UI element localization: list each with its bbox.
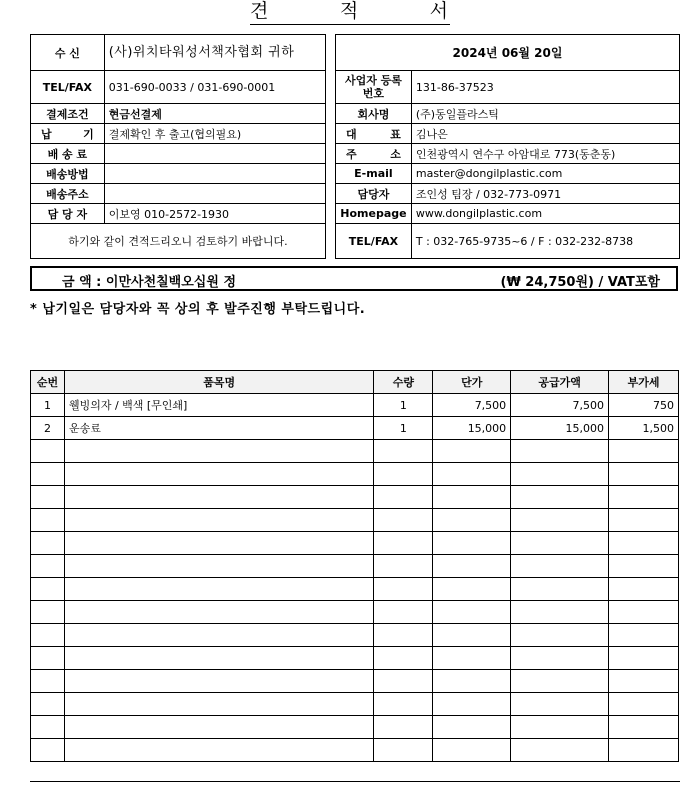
cell-no xyxy=(31,532,65,555)
table-row xyxy=(31,532,679,555)
cell-qty xyxy=(374,739,433,762)
bizno-label: 사업자 등록번호 xyxy=(336,71,412,104)
bottom-rule xyxy=(30,781,680,782)
cell-supply-amount xyxy=(511,509,609,532)
shipping-method-label: 배송방법 xyxy=(31,164,105,184)
cell-item xyxy=(64,693,373,716)
shipping-method-value xyxy=(104,164,325,184)
email-value: master@dongilplastic.com xyxy=(411,164,679,184)
manager-value: 이보영 010-2572-1930 xyxy=(104,204,325,224)
supplier-telfax-value: T : 032-765-9735~6 / F : 032-232-8738 xyxy=(411,224,679,259)
ceo-label: 대 표 xyxy=(336,124,412,144)
cell-vat xyxy=(609,670,679,693)
cell-supply-amount xyxy=(511,463,609,486)
cell-no: 2 xyxy=(31,417,65,440)
company-value: (주)동일플라스틱 xyxy=(411,104,679,124)
cell-vat xyxy=(609,486,679,509)
table-row xyxy=(31,624,679,647)
address-value: 인천광역시 연수구 아암대로 773(동춘동) xyxy=(411,144,679,164)
cell-supply-amount xyxy=(511,670,609,693)
col-header-vat: 부가세 xyxy=(609,371,679,394)
cell-unit-price xyxy=(433,624,511,647)
table-row xyxy=(31,647,679,670)
telfax-label: TEL/FAX xyxy=(31,71,105,104)
recipient-table xyxy=(30,34,326,259)
table-row xyxy=(31,670,679,693)
cell-unit-price: 15,000 xyxy=(433,417,511,440)
cell-qty xyxy=(374,532,433,555)
cell-supply-amount xyxy=(511,601,609,624)
cell-qty xyxy=(374,509,433,532)
cell-no xyxy=(31,440,65,463)
table-row xyxy=(31,486,679,509)
cell-no xyxy=(31,716,65,739)
cell-qty xyxy=(374,578,433,601)
cell-no xyxy=(31,555,65,578)
cell-unit-price xyxy=(433,440,511,463)
recipient-value: (사)위치타워성서책자협회 귀하 xyxy=(104,35,325,71)
cell-no xyxy=(31,578,65,601)
shipping-address-value xyxy=(104,184,325,204)
cell-item xyxy=(64,486,373,509)
title-char-2: 적 xyxy=(339,0,361,22)
table-row xyxy=(31,509,679,532)
payment-label: 결제조건 xyxy=(31,104,105,124)
cell-item xyxy=(64,716,373,739)
cell-supply-amount: 7,500 xyxy=(511,394,609,417)
table-row xyxy=(31,417,679,440)
col-header-item: 품목명 xyxy=(64,371,373,394)
cell-unit-price xyxy=(433,486,511,509)
table-row xyxy=(31,739,679,762)
cell-item: 운송료 xyxy=(64,417,373,440)
cell-supply-amount xyxy=(511,716,609,739)
col-header-qty: 수량 xyxy=(374,371,433,394)
cell-no xyxy=(31,601,65,624)
cell-supply-amount xyxy=(511,647,609,670)
table-row xyxy=(31,693,679,716)
cell-no xyxy=(31,693,65,716)
total-amount-box xyxy=(30,266,678,291)
cell-qty xyxy=(374,486,433,509)
col-header-no: 순번 xyxy=(31,371,65,394)
col-header-supply-amount: 공급가액 xyxy=(511,371,609,394)
manager-label: 담 당 자 xyxy=(31,204,105,224)
cell-supply-amount xyxy=(511,532,609,555)
cell-supply-amount xyxy=(511,739,609,762)
cell-item xyxy=(64,555,373,578)
cell-supply-amount: 15,000 xyxy=(511,417,609,440)
cell-qty: 1 xyxy=(374,417,433,440)
cell-unit-price xyxy=(433,670,511,693)
cell-unit-price xyxy=(433,509,511,532)
cell-supply-amount xyxy=(511,624,609,647)
address-label: 주 소 xyxy=(336,144,412,164)
payment-value: 현금선결제 xyxy=(104,104,325,124)
title-char-3: 서 xyxy=(429,0,450,22)
cell-no xyxy=(31,463,65,486)
recipient-label: 수 신 xyxy=(31,35,105,71)
cell-item xyxy=(64,578,373,601)
cell-unit-price xyxy=(433,739,511,762)
cell-no xyxy=(31,670,65,693)
items-header-row xyxy=(31,371,679,394)
ceo-value: 김나은 xyxy=(411,124,679,144)
cell-vat xyxy=(609,463,679,486)
company-label: 회사명 xyxy=(336,104,412,124)
cell-vat xyxy=(609,647,679,670)
cell-item xyxy=(64,509,373,532)
homepage-value: www.dongilplastic.com xyxy=(411,204,679,224)
cell-qty xyxy=(374,440,433,463)
table-row xyxy=(31,578,679,601)
supplier-table xyxy=(335,34,680,259)
cell-item xyxy=(64,532,373,555)
cell-item xyxy=(64,463,373,486)
telfax-value: 031-690-0033 / 031-690-0001 xyxy=(104,71,325,104)
cell-vat xyxy=(609,532,679,555)
table-row xyxy=(31,394,679,417)
cell-no xyxy=(31,486,65,509)
cell-unit-price xyxy=(433,463,511,486)
cell-vat: 750 xyxy=(609,394,679,417)
cell-qty xyxy=(374,670,433,693)
cell-unit-price: 7,500 xyxy=(433,394,511,417)
cell-vat xyxy=(609,440,679,463)
shipping-fee-value xyxy=(104,144,325,164)
cell-no: 1 xyxy=(31,394,65,417)
cell-unit-price xyxy=(433,555,511,578)
cell-vat xyxy=(609,509,679,532)
cell-qty xyxy=(374,463,433,486)
cell-vat xyxy=(609,716,679,739)
shipping-address-label: 배송주소 xyxy=(31,184,105,204)
cell-supply-amount xyxy=(511,486,609,509)
cell-qty xyxy=(374,647,433,670)
quote-date: 2024년 06월 20일 xyxy=(336,35,680,71)
col-header-unit-price: 단가 xyxy=(433,371,511,394)
cell-vat xyxy=(609,693,679,716)
items-table xyxy=(30,370,679,762)
cell-qty xyxy=(374,555,433,578)
cell-unit-price xyxy=(433,693,511,716)
cell-unit-price xyxy=(433,601,511,624)
table-row xyxy=(31,555,679,578)
homepage-label: Homepage xyxy=(336,204,412,224)
cell-qty xyxy=(374,716,433,739)
delivery-label: 납 기 xyxy=(31,124,105,144)
cell-item xyxy=(64,739,373,762)
cell-unit-price xyxy=(433,532,511,555)
cell-item xyxy=(64,670,373,693)
delivery-value: 결제확인 후 출고(협의필요) xyxy=(104,124,325,144)
cell-supply-amount xyxy=(511,578,609,601)
cell-item xyxy=(64,601,373,624)
cell-unit-price xyxy=(433,716,511,739)
cell-no xyxy=(31,647,65,670)
table-row xyxy=(31,716,679,739)
cell-item xyxy=(64,440,373,463)
cell-qty xyxy=(374,601,433,624)
cell-no xyxy=(31,624,65,647)
email-label: E-mail xyxy=(336,164,412,184)
title-char-1: 견 xyxy=(250,0,271,22)
cell-vat xyxy=(609,739,679,762)
cell-unit-price xyxy=(433,647,511,670)
cell-vat xyxy=(609,555,679,578)
delivery-note: * 납기일은 담당자와 꼭 상의 후 발주진행 부탁드립니다. xyxy=(30,302,366,317)
cell-no xyxy=(31,739,65,762)
cell-supply-amount xyxy=(511,555,609,578)
cell-qty xyxy=(374,693,433,716)
bizno-value: 131-86-37523 xyxy=(411,71,679,104)
cell-item xyxy=(64,624,373,647)
supplier-telfax-label: TEL/FAX xyxy=(336,224,412,259)
cell-vat: 1,500 xyxy=(609,417,679,440)
cell-unit-price xyxy=(433,578,511,601)
cell-item: 웰빙의자 / 백색 [무인쇄] xyxy=(64,394,373,417)
document-title xyxy=(250,0,450,25)
contact-value: 조인성 팀장 / 032-773-0971 xyxy=(411,184,679,204)
shipping-fee-label: 배 송 료 xyxy=(31,144,105,164)
cell-no xyxy=(31,509,65,532)
cell-vat xyxy=(609,578,679,601)
cell-qty xyxy=(374,624,433,647)
cell-supply-amount xyxy=(511,693,609,716)
cell-supply-amount xyxy=(511,440,609,463)
table-row xyxy=(31,601,679,624)
table-row xyxy=(31,463,679,486)
cell-item xyxy=(64,647,373,670)
cell-vat xyxy=(609,601,679,624)
footer-text: 하기와 같이 견적드리오니 검토하기 바랍니다. xyxy=(31,224,326,259)
contact-label: 담당자 xyxy=(336,184,412,204)
cell-vat xyxy=(609,624,679,647)
table-row xyxy=(31,440,679,463)
cell-qty: 1 xyxy=(374,394,433,417)
amount-summary: (₩ 24,750원) / VAT포함 xyxy=(500,275,660,290)
amount-text: 금 액 : 이만사천칠백오십원 정 xyxy=(62,275,236,290)
